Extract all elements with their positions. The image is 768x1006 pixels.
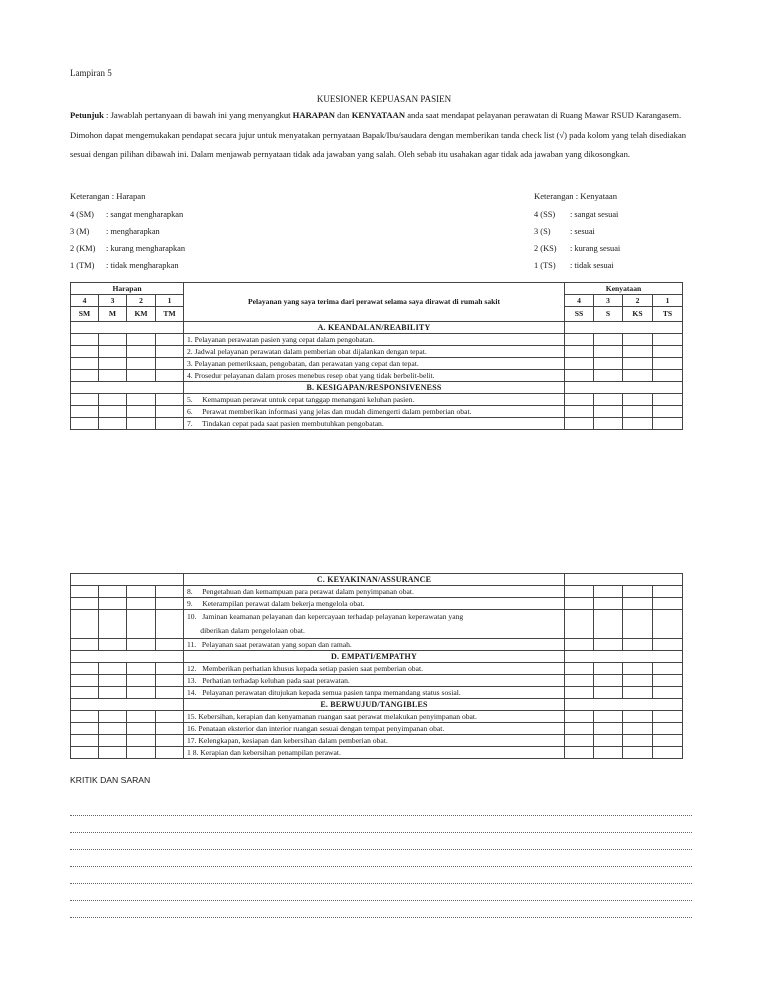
kenyataan-checkbox-cell[interactable] [623,394,653,406]
section-heading-d: D. EMPATI/EMPATHY [184,651,565,663]
appendix-label: Lampiran 5 [70,68,112,78]
kenyataan-checkbox-cell[interactable] [594,610,623,639]
kenyataan-checkbox-cell[interactable] [565,687,594,699]
harapan-checkbox-cell[interactable] [71,610,99,639]
legend-code: 3 (S) [534,227,551,236]
kenyataan-checkbox-cell[interactable] [565,586,594,598]
harapan-checkbox-cell[interactable] [127,610,156,639]
legend-desc: : sangat sesuai [570,210,619,219]
harapan-score: 4 [71,295,99,307]
kenyataan-checkbox-cell[interactable] [594,675,623,687]
kenyataan-checkbox-cell[interactable] [623,358,653,370]
kenyataan-checkbox-cell[interactable] [623,747,653,759]
kenyataan-checkbox-cell[interactable] [653,586,683,598]
kenyataan-checkbox-cell[interactable] [565,598,594,610]
table-row [71,406,683,418]
legend-kenyataan-heading: Keterangan : Kenyataan [534,191,618,201]
instructions-text-2: dan [335,110,352,120]
kenyataan-checkbox-cell[interactable] [594,334,623,346]
blank-cells [565,322,683,334]
question-item: 13. Perhatian terhadap keluhan pada saat perawatan. [184,675,565,687]
table-row [71,735,683,747]
kenyataan-checkbox-cell[interactable] [653,747,683,759]
question-item: 4. Prosedur pelayanan dalam proses menebus resep obat yang tidak berbelit-belit. [184,370,565,382]
kenyataan-checkbox-cell[interactable] [594,586,623,598]
harapan-code: TM [156,307,184,322]
harapan-checkbox-cell[interactable] [99,370,127,382]
harapan-checkbox-cell[interactable] [99,687,127,699]
harapan-checkbox-cell[interactable] [99,735,127,747]
legend-code: 4 (SS) [534,210,556,219]
legend-harapan-row [70,210,183,219]
kenyataan-checkbox-cell[interactable] [623,370,653,382]
blank-cells [71,574,184,586]
table-row [71,370,683,382]
kenyataan-checkbox-cell[interactable] [565,723,594,735]
answer-line[interactable] [70,849,692,850]
answer-line[interactable] [70,866,692,867]
table-row [71,711,683,723]
harapan-checkbox-cell[interactable] [71,711,99,723]
harapan-checkbox-cell[interactable] [127,346,156,358]
harapan-checkbox-cell[interactable] [156,610,184,639]
harapan-checkbox-cell[interactable] [127,747,156,759]
kenyataan-checkbox-cell[interactable] [594,358,623,370]
harapan-checkbox-cell[interactable] [99,598,127,610]
kenyataan-checkbox-cell[interactable] [565,675,594,687]
kenyataan-checkbox-cell[interactable] [594,370,623,382]
legend-harapan-row [70,261,179,270]
legend-desc: : tidak sesuai [570,261,614,270]
legend-kenyataan-row [534,210,618,219]
kenyataan-checkbox-cell[interactable] [653,370,683,382]
kenyataan-score: 1 [653,295,683,307]
harapan-checkbox-cell[interactable] [71,358,99,370]
answer-line[interactable] [70,917,692,918]
kenyataan-checkbox-cell[interactable] [565,346,594,358]
harapan-checkbox-cell[interactable] [99,418,127,430]
legend-desc: : kurang mengharapkan [106,244,186,253]
kenyataan-checkbox-cell[interactable] [653,675,683,687]
question-item: 6. Perawat memberikan informasi yang jelas dan mudah dimengerti dalam pemberian obat. [184,406,565,418]
harapan-checkbox-cell[interactable] [99,334,127,346]
question-item: 15. Kebersihan, kerapian dan kenyamanan ruangan saat perawat melakukan penyimpanan obat. [184,711,565,723]
question-item: 17. Kelengkapan, kesiapan dan kebersihan dalam pemberian obat. [184,735,565,747]
legend-harapan-row [70,244,185,253]
question-item: 3. Pelayanan pemeriksaan, pengobatan, dan perawatan yang cepat dan tepat. [184,358,565,370]
harapan-checkbox-cell[interactable] [156,598,184,610]
harapan-checkbox-cell[interactable] [127,586,156,598]
harapan-checkbox-cell[interactable] [156,406,184,418]
harapan-checkbox-cell[interactable] [71,747,99,759]
answer-line[interactable] [70,815,692,816]
kenyataan-header: Kenyataan [565,283,683,295]
harapan-checkbox-cell[interactable] [156,747,184,759]
kenyataan-checkbox-cell[interactable] [653,687,683,699]
kenyataan-checkbox-cell[interactable] [594,723,623,735]
harapan-checkbox-cell[interactable] [71,639,99,651]
kenyataan-checkbox-cell[interactable] [594,346,623,358]
kenyataan-score: 4 [565,295,594,307]
table-row [71,586,683,598]
harapan-checkbox-cell[interactable] [156,687,184,699]
question-item: 9. Keterampilan perawat dalam bekerja mengelola obat. [184,598,565,610]
legend-desc: : kurang sesuai [570,244,621,253]
harapan-checkbox-cell[interactable] [99,675,127,687]
harapan-checkbox-cell[interactable] [71,586,99,598]
legend-code: 3 (M) [70,227,90,236]
kenyataan-checkbox-cell[interactable] [565,639,594,651]
question-item: 16. Penataan eksterior dan interior ruangan sesuai dengan tempat penyimpanan obat. [184,723,565,735]
blank-cells [71,382,184,394]
answer-line[interactable] [70,900,692,901]
harapan-code: KM [127,307,156,322]
harapan-code: SM [71,307,99,322]
harapan-checkbox-cell[interactable] [127,711,156,723]
page-title: KUESIONER KEPUASAN PASIEN [316,94,452,104]
kenyataan-checkbox-cell[interactable] [653,346,683,358]
table-row [71,675,683,687]
harapan-checkbox-cell[interactable] [71,598,99,610]
table-row [71,663,683,675]
questionnaire-table-2 [70,573,683,759]
kenyataan-checkbox-cell[interactable] [653,598,683,610]
harapan-checkbox-cell[interactable] [156,370,184,382]
harapan-checkbox-cell[interactable] [127,687,156,699]
kenyataan-checkbox-cell[interactable] [594,394,623,406]
question-item: 7. Tindakan cepat pada saat pasien membutuhkan pengobatan. [184,418,565,430]
instructions-text-1: : Jawablah pertanyaan di bawah ini yang menyangkut [103,110,293,120]
kenyataan-checkbox-cell[interactable] [565,610,594,639]
instructions-label: Petunjuk [70,110,104,120]
kenyataan-checkbox-cell[interactable] [653,610,683,639]
harapan-checkbox-cell[interactable] [71,418,99,430]
harapan-checkbox-cell[interactable] [71,723,99,735]
kenyataan-checkbox-cell[interactable] [623,418,653,430]
harapan-checkbox-cell[interactable] [99,346,127,358]
kenyataan-checkbox-cell[interactable] [653,334,683,346]
harapan-checkbox-cell[interactable] [156,639,184,651]
harapan-code: M [99,307,127,322]
harapan-checkbox-cell[interactable] [71,687,99,699]
kenyataan-checkbox-cell[interactable] [594,598,623,610]
harapan-checkbox-cell[interactable] [99,358,127,370]
legend-desc: : tidak mengharapkan [106,261,179,270]
question-item: 1 8. Kerapian dan kebersihan penampilan perawat. [184,747,565,759]
blank-cells [71,699,184,711]
kenyataan-checkbox-cell[interactable] [653,418,683,430]
table-row [71,598,683,610]
kenyataan-checkbox-cell[interactable] [653,663,683,675]
table-row [71,723,683,735]
section-heading-c: C. KEYAKINAN/ASSURANCE [184,574,565,586]
harapan-checkbox-cell[interactable] [99,639,127,651]
harapan-checkbox-cell[interactable] [99,723,127,735]
question-item: 11. Pelayanan saat perawatan yang sopan dan ramah. [184,639,565,651]
section-heading-b: B. KESIGAPAN/RESPONSIVENESS [184,382,565,394]
kritik-saran-heading: KRITIK DAN SARAN [70,775,151,785]
harapan-checkbox-cell[interactable] [127,723,156,735]
harapan-checkbox-cell[interactable] [99,586,127,598]
blank-cells [565,699,683,711]
kenyataan-checkbox-cell[interactable] [623,723,653,735]
legend-code: 2 (KS) [534,244,557,253]
harapan-checkbox-cell[interactable] [71,406,99,418]
kenyataan-score: 2 [623,295,653,307]
harapan-checkbox-cell[interactable] [71,334,99,346]
harapan-checkbox-cell[interactable] [71,394,99,406]
kenyataan-checkbox-cell[interactable] [594,735,623,747]
kenyataan-checkbox-cell[interactable] [565,370,594,382]
table-row [71,687,683,699]
legend-desc: : sangat mengharapkan [106,210,184,219]
harapan-checkbox-cell[interactable] [156,346,184,358]
instructions-paragraph [70,106,695,165]
section-heading-a: A. KEANDALAN/REABILITY [184,322,565,334]
blank-cells [565,382,683,394]
table-row [71,747,683,759]
harapan-checkbox-cell[interactable] [156,418,184,430]
harapan-checkbox-cell[interactable] [99,394,127,406]
table-row [71,394,683,406]
kenyataan-checkbox-cell[interactable] [565,747,594,759]
kenyataan-checkbox-cell[interactable] [623,346,653,358]
kenyataan-checkbox-cell[interactable] [565,735,594,747]
legend-code: 2 (KM) [70,244,96,253]
legend-harapan-row [70,227,160,236]
kenyataan-checkbox-cell[interactable] [565,358,594,370]
harapan-checkbox-cell[interactable] [71,675,99,687]
kenyataan-checkbox-cell[interactable] [565,711,594,723]
kenyataan-checkbox-cell[interactable] [623,586,653,598]
kenyataan-checkbox-cell[interactable] [565,334,594,346]
legend-code: 4 (SM) [70,210,94,219]
kenyataan-code: S [594,307,623,322]
harapan-checkbox-cell[interactable] [127,334,156,346]
harapan-checkbox-cell[interactable] [156,675,184,687]
question-item: 1. Pelayanan perawatan pasien yang cepat dalam pengobatan. [184,334,565,346]
table-row [71,346,683,358]
kenyataan-checkbox-cell[interactable] [623,663,653,675]
question-item-line: diberikan dalam pengelolaan obat. [187,626,305,635]
blank-cells [71,322,184,334]
harapan-checkbox-cell[interactable] [156,334,184,346]
kenyataan-checkbox-cell[interactable] [653,723,683,735]
harapan-checkbox-cell[interactable] [99,711,127,723]
table-row [71,639,683,651]
kenyataan-checkbox-cell[interactable] [623,610,653,639]
harapan-checkbox-cell[interactable] [156,711,184,723]
kenyataan-checkbox-cell[interactable] [623,711,653,723]
kenyataan-checkbox-cell[interactable] [653,394,683,406]
harapan-header: Harapan [71,283,184,295]
legend-code: 1 (TS) [534,261,556,270]
kenyataan-checkbox-cell[interactable] [623,735,653,747]
answer-line[interactable] [70,883,692,884]
answer-line[interactable] [70,832,692,833]
harapan-checkbox-cell[interactable] [99,610,127,639]
kenyataan-code: TS [653,307,683,322]
kenyataan-checkbox-cell[interactable] [653,358,683,370]
harapan-checkbox-cell[interactable] [71,370,99,382]
question-item: 8. Pengetahuan dan kemampuan para perawat dalam penyimpanan obat. [184,586,565,598]
harapan-score: 1 [156,295,184,307]
harapan-checkbox-cell[interactable] [156,358,184,370]
harapan-score: 2 [127,295,156,307]
section-heading-e: E. BERWUJUD/TANGIBLES [184,699,565,711]
harapan-checkbox-cell[interactable] [99,406,127,418]
kenyataan-checkbox-cell[interactable] [653,735,683,747]
table-row [71,358,683,370]
harapan-checkbox-cell[interactable] [127,675,156,687]
table-row [71,610,683,639]
kenyataan-checkbox-cell[interactable] [623,334,653,346]
harapan-checkbox-cell[interactable] [127,358,156,370]
harapan-checkbox-cell[interactable] [127,639,156,651]
instructions-text-3: anda saat mendapat pelayanan perawatan di Ruang Mawar RSUD Karangasem. Dimohon dapat mengemukakan pendapat secara jujur untuk menyatakan pernyataan Bapak/Ibu/saudara dengan memberikan tanda check list (√) pada kolom yang telah disediakan sesuai dengan pilihan dibawah ini. Dalam menjawab pernyataan tidak ada jawaban yang salah. Oleh sebab itu usahakan agar tidak ada jawaban yang dikosongkan. [70,110,687,159]
kenyataan-keyword: KENYATAAN [351,110,406,120]
kenyataan-checkbox-cell[interactable] [594,747,623,759]
harapan-checkbox-cell[interactable] [127,598,156,610]
harapan-checkbox-cell[interactable] [156,394,184,406]
kenyataan-checkbox-cell[interactable] [594,663,623,675]
kenyataan-checkbox-cell[interactable] [623,675,653,687]
harapan-checkbox-cell[interactable] [127,735,156,747]
legend-harapan-heading: Keterangan : Harapan [70,191,146,201]
table-row [71,334,683,346]
harapan-checkbox-cell[interactable] [156,663,184,675]
legend-kenyataan-row [534,244,620,253]
kenyataan-checkbox-cell[interactable] [594,639,623,651]
question-item: 5. Kemampuan perawat untuk cepat tanggap menangani keluhan pasien. [184,394,565,406]
question-item-line: 10. Jaminan keamanan pelayanan dan kepercayaan terhadap pelayanan keperawatan yang [187,612,464,621]
kenyataan-checkbox-cell[interactable] [565,406,594,418]
kenyataan-checkbox-cell[interactable] [653,711,683,723]
legend-code: 1 (TM) [70,261,95,270]
kenyataan-code: SS [565,307,594,322]
legend-kenyataan-row [534,261,614,270]
question-item [184,610,565,639]
question-item: 14. Pelayanan perawatan ditujukan kepada semua pasien tanpa memandang status sosial. [184,687,565,699]
harapan-score: 3 [99,295,127,307]
harapan-checkbox-cell[interactable] [156,735,184,747]
kenyataan-score: 3 [594,295,623,307]
legend-desc: : mengharapkan [106,227,160,236]
harapan-checkbox-cell[interactable] [127,663,156,675]
kenyataan-checkbox-cell[interactable] [565,663,594,675]
kenyataan-checkbox-cell[interactable] [594,418,623,430]
kenyataan-checkbox-cell[interactable] [565,418,594,430]
kenyataan-checkbox-cell[interactable] [594,687,623,699]
legend-desc: : sesuai [570,227,595,236]
questionnaire-table-1 [70,282,683,430]
kenyataan-checkbox-cell[interactable] [565,394,594,406]
kenyataan-checkbox-cell[interactable] [623,406,653,418]
harapan-checkbox-cell[interactable] [127,418,156,430]
blank-cells [565,574,683,586]
kenyataan-code: KS [623,307,653,322]
question-item: 2. Jadwal pelayanan perawatan dalam pemberian obat dijalankan dengan tepat. [184,346,565,358]
kenyataan-checkbox-cell[interactable] [623,687,653,699]
harapan-checkbox-cell[interactable] [71,735,99,747]
blank-cells [71,651,184,663]
blank-cells [565,651,683,663]
harapan-checkbox-cell[interactable] [127,406,156,418]
table-row [71,418,683,430]
harapan-checkbox-cell[interactable] [71,663,99,675]
harapan-checkbox-cell[interactable] [99,747,127,759]
kenyataan-checkbox-cell[interactable] [623,639,653,651]
question-header: Pelayanan yang saya terima dari perawat selama saya dirawat di rumah sakit [184,283,565,322]
harapan-checkbox-cell[interactable] [99,663,127,675]
harapan-checkbox-cell[interactable] [127,394,156,406]
harapan-checkbox-cell[interactable] [156,723,184,735]
kenyataan-checkbox-cell[interactable] [623,598,653,610]
harapan-checkbox-cell[interactable] [71,346,99,358]
kenyataan-checkbox-cell[interactable] [653,639,683,651]
harapan-keyword: HARAPAN [292,110,335,120]
question-item: 12. Memberikan perhatian khusus kepada setiap pasien saat pemberian obat. [184,663,565,675]
harapan-checkbox-cell[interactable] [156,586,184,598]
kenyataan-checkbox-cell[interactable] [594,711,623,723]
harapan-checkbox-cell[interactable] [127,370,156,382]
legend-kenyataan-row [534,227,595,236]
kenyataan-checkbox-cell[interactable] [653,406,683,418]
kenyataan-checkbox-cell[interactable] [594,406,623,418]
